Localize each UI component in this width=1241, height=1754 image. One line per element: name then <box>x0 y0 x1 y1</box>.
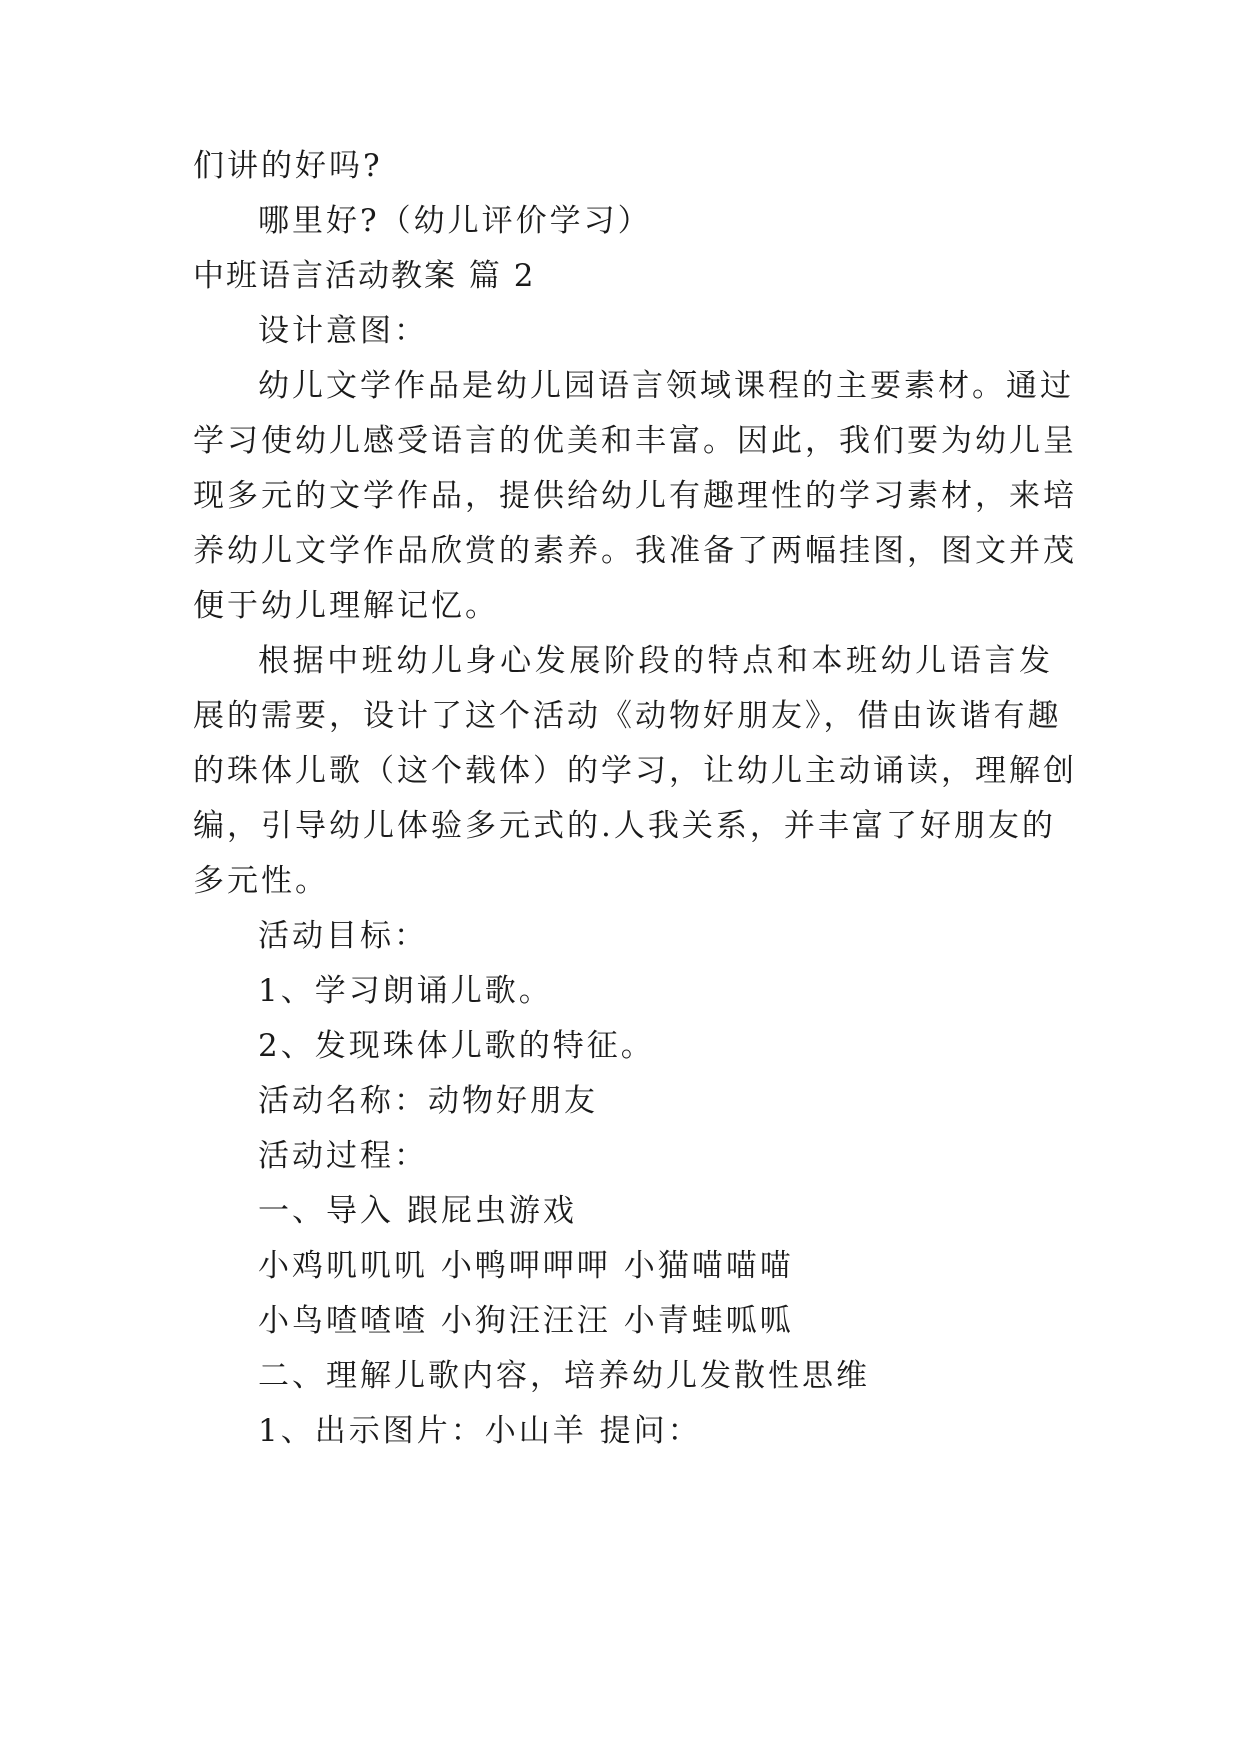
text-line: 多元性。 <box>193 863 329 899</box>
text-line: 幼儿文学作品是幼儿园语言领域课程的主要素材。通过 <box>258 368 1074 404</box>
text-line: 哪里好?（幼儿评价学习） <box>258 203 652 239</box>
section-heading: 中班语言活动教案 篇 2 <box>193 258 536 294</box>
text-line: 设计意图： <box>258 313 428 349</box>
text-line: 小鸟喳喳喳 小狗汪汪汪 小青蛙呱呱 <box>258 1303 794 1339</box>
text-line: 2、发现珠体儿歌的特征。 <box>258 1028 655 1064</box>
text-line: 活动过程： <box>258 1138 428 1174</box>
text-line: 小鸡叽叽叽 小鸭呷呷呷 小猫喵喵喵 <box>258 1248 794 1284</box>
text-line: 一、导入 跟屁虫游戏 <box>258 1193 577 1229</box>
text-line: 活动名称：动物好朋友 <box>258 1083 598 1119</box>
text-line: 根据中班幼儿身心发展阶段的特点和本班幼儿语言发 <box>258 643 1053 679</box>
text-line: 学习使幼儿感受语言的优美和丰富。因此，我们要为幼儿呈 <box>193 423 1077 459</box>
text-line: 活动目标： <box>258 918 428 954</box>
text-line: 养幼儿文学作品欣赏的素养。我准备了两幅挂图，图文并茂 <box>193 533 1077 569</box>
text-line: 的珠体儿歌（这个载体）的学习，让幼儿主动诵读，理解创 <box>193 753 1077 789</box>
text-line: 现多元的文学作品，提供给幼儿有趣理性的学习素材，来培 <box>193 478 1077 514</box>
text-line: 便于幼儿理解记忆。 <box>193 588 499 624</box>
text-line: 1、学习朗诵儿歌。 <box>258 973 553 1009</box>
text-line: 编，引导幼儿体验多元式的.人我关系，并丰富了好朋友的 <box>193 808 1056 844</box>
text-line: 二、理解儿歌内容，培养幼儿发散性思维 <box>258 1358 870 1394</box>
text-line: 展的需要，设计了这个活动《动物好朋友》，借由诙谐有趣 <box>193 698 1062 734</box>
text-line: 1、出示图片：小山羊 提问： <box>258 1413 702 1449</box>
text-line: 们讲的好吗? <box>193 148 383 184</box>
